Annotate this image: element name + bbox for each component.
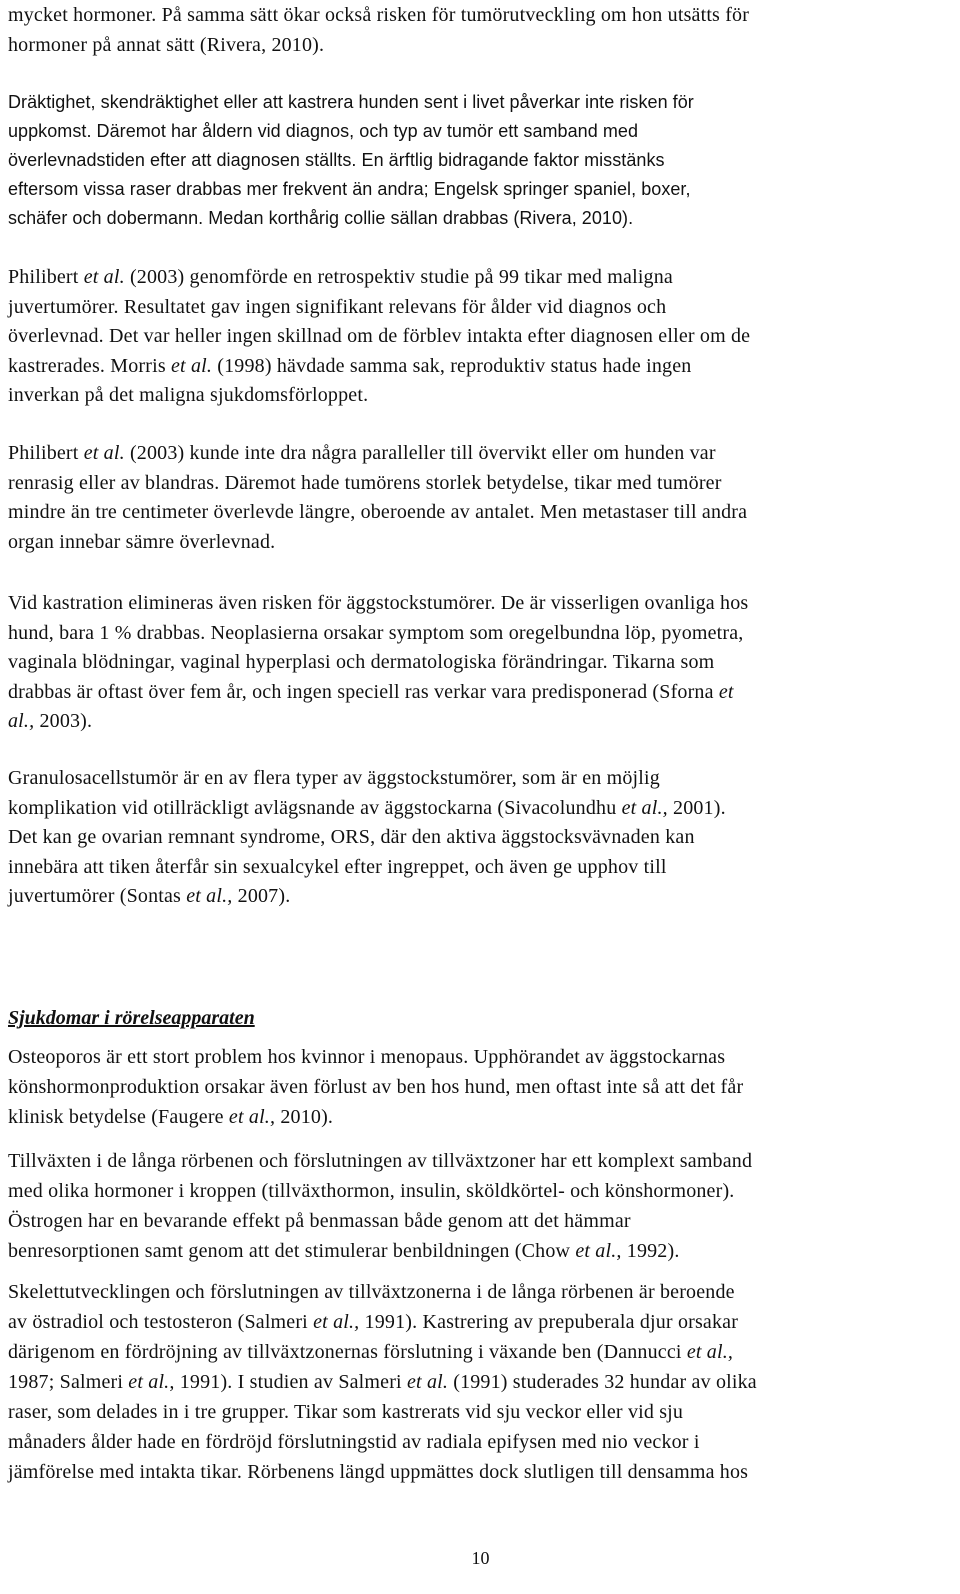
text-segment: (1991) studerades 32 hundar av olika [448, 1371, 757, 1393]
text-segment: drabbas är oftast över fem år, och ingen speciell ras verkar vara predisponerad (Sforna [8, 680, 719, 703]
text-line [8, 321, 750, 351]
text-segment: komplikation vid otillräckligt avlägsnande av äggstockarna (Sivacolundhu [8, 796, 622, 819]
text-segment: (1998) hävdade samma sak, reproduktiv status hade ingen [212, 354, 692, 377]
text-line [8, 1307, 738, 1337]
text-line [8, 174, 691, 204]
text-line [8, 380, 368, 410]
text-segment: 1987; Salmeri [8, 1371, 129, 1393]
italic-text: et al., [686, 1341, 734, 1363]
italic-text: et al. [171, 354, 213, 377]
text-line [8, 881, 290, 911]
text-line [8, 822, 695, 852]
italic-text: et al. [83, 266, 125, 288]
text-segment: juvertumörer. Resultatet gav ingen signifikant relevans för ålder vid diagnos och [8, 295, 667, 318]
italic-text: et al., [228, 1106, 276, 1128]
text-line [8, 87, 694, 117]
text-line [8, 763, 660, 793]
text-segment: renrasig eller av blandras. Däremot hade tumörens storlek betydelse, tikar med tumörer [8, 471, 722, 494]
italic-text: et al., [313, 1311, 360, 1333]
text-segment: juvertumörer (Sontas [8, 885, 187, 907]
text-segment: överlevnadstiden efter att diagnosen ställts. En ärftlig bidragande faktor misstänks [8, 150, 665, 170]
text-segment: 2001). [667, 796, 726, 819]
text-segment: könshormonproduktion orsakar även förlust av ben hos hund, men oftast inte så att det får [8, 1076, 744, 1098]
text-segment: av östradiol och testosteron (Salmeri [8, 1311, 314, 1333]
text-line [8, 0, 749, 30]
italic-text: al., [8, 710, 35, 732]
text-line [8, 497, 747, 527]
text-segment: jämförelse med intakta tikar. Rörbenens längd uppmättes dock slutligen till densamma hos [8, 1461, 749, 1483]
text-line [8, 1427, 700, 1457]
text-segment: därigenom en fördröjning av tillväxtzonernas förslutning i växande ben (Dannucci [8, 1341, 687, 1363]
text-line [8, 618, 743, 648]
italic-text: et [718, 680, 734, 703]
italic-text: et al., [186, 885, 233, 907]
text-line [8, 1367, 757, 1397]
text-line [8, 1042, 725, 1072]
text-segment: Philibert [8, 266, 84, 288]
text-segment: Tillväxten i de långa rörbenen och förslutningen av tillväxtzoner har ett komplext samband [8, 1150, 753, 1172]
page-number: 10 [471, 1548, 490, 1568]
italic-text: et al., [621, 796, 668, 819]
text-line [8, 438, 716, 468]
text-line [8, 351, 691, 381]
italic-text: et al., [128, 1371, 175, 1393]
text-line [8, 1146, 752, 1176]
text-segment: 2003). [34, 710, 93, 732]
text-segment: inverkan på det maligna sjukdomsförloppet. [8, 384, 369, 406]
text-line [8, 1397, 683, 1427]
text-segment: 1991). I studien av Salmeri [174, 1371, 407, 1393]
text-line [8, 1072, 743, 1102]
text-segment: 2010). [275, 1106, 334, 1128]
text-segment: mindre än tre centimeter överlevde längre, oberoende av antalet. Men metastaser till andra [8, 501, 748, 523]
text-segment: månaders ålder hade en fördröjd förslutningstid av radiala epifysen med nio veckor i [8, 1431, 700, 1453]
section-heading: Sjukdomar i rörelseapparaten [8, 1007, 255, 1029]
text-segment: benresorptionen samt genom att det stimulerar benbildningen (Chow [8, 1240, 576, 1262]
text-segment: överlevnad. Det var heller ingen skillnad om de förblev intakta efter diagnosen eller om de [8, 325, 751, 347]
text-segment: Östrogen har en bevarande effekt på benmassan både genom att det hämmar [8, 1210, 631, 1232]
text-segment: hormoner på annat sätt (Rivera, 2010). [8, 33, 325, 56]
text-segment: Vid kastration elimineras även risken för äggstockstumörer. De är visserligen ovanliga hos [8, 592, 749, 614]
text-segment: med olika hormoner i kroppen (tillväxthormon, insulin, sköldkörtel- och könshormoner). [8, 1180, 735, 1202]
text-line [8, 262, 673, 292]
text-segment: Osteoporos är ett stort problem hos kvinnor i menopaus. Upphörandet av äggstockarnas [8, 1046, 726, 1068]
text-segment: 2007). [232, 885, 291, 907]
text-segment: 1991). Kastrering av prepuberala djur orsakar [359, 1311, 739, 1333]
text-segment: Skelettutvecklingen och förslutningen av tillväxtzonerna i de långa rörbenen är beroende [8, 1281, 735, 1303]
text-line [8, 1337, 733, 1367]
text-line [8, 468, 722, 498]
text-segment: (2003) kunde inte dra några paralleller till övervikt eller om hunden var [124, 442, 716, 464]
text-segment: hund, bara 1 % drabbas. Neoplasierna orsakar symptom som oregelbundna löp, pyometra, [8, 621, 744, 644]
text-segment: Granulosacellstumör är en av flera typer av äggstockstumörer, som är en möjlig [8, 767, 660, 789]
text-segment: Dräktighet, skendräktighet eller att kastrera hunden sent i livet påverkar inte risken för [8, 92, 694, 112]
text-segment: vaginala blödningar, vaginal hyperplasi och dermatologiska förändringar. Tikarna som [8, 651, 715, 673]
italic-text: et al. [406, 1371, 449, 1393]
text-segment: (2003) genomförde en retrospektiv studie på 99 tikar med maligna [124, 266, 673, 288]
text-line [8, 1236, 680, 1266]
text-line [8, 706, 92, 736]
text-line [8, 677, 734, 707]
text-line [8, 292, 666, 322]
text-segment: eftersom vissa raser drabbas mer frekvent än andra; Engelsk springer spaniel, boxer, [8, 179, 691, 199]
text-line [8, 1206, 631, 1236]
text-segment: Det kan ge ovarian remnant syndrome, ORS, där den aktiva äggstocksvävnaden kan [8, 826, 695, 848]
italic-text: et al. [83, 442, 125, 464]
document-page [8, 0, 953, 1594]
text-line [8, 588, 748, 618]
text-line [8, 527, 275, 557]
text-line [8, 203, 633, 233]
text-segment: organ innebar sämre överlevnad. [8, 530, 276, 553]
italic-text: et al., [575, 1240, 622, 1262]
text-line [8, 793, 726, 823]
text-line [8, 1277, 735, 1307]
text-segment: mycket hormoner. På samma sätt ökar också risken för tumörutveckling om hon utsätts för [8, 4, 750, 26]
text-line [8, 1457, 748, 1487]
text-line [8, 30, 324, 60]
text-segment: kastrerades. Morris [8, 354, 171, 377]
text-line [8, 1102, 333, 1132]
text-line [8, 116, 638, 146]
text-segment: klinisk betydelse (Faugere [8, 1106, 229, 1128]
text-segment: raser, som delades in i tre grupper. Tikar som kastrerats vid sju veckor eller vid sju [8, 1401, 684, 1423]
text-line [8, 852, 667, 882]
text-segment: 1992). [621, 1240, 680, 1262]
text-segment: innebära att tiken återfår sin sexualcykel efter ingreppet, och även ge upphov till [8, 855, 667, 878]
text-line [8, 647, 714, 677]
text-segment: uppkomst. Däremot har åldern vid diagnos, och typ av tumör ett samband med [8, 121, 639, 141]
text-line [8, 1176, 734, 1206]
text-segment: Philibert [8, 442, 84, 464]
text-segment: schäfer och dobermann. Medan korthårig collie sällan drabbas (Rivera, 2010). [8, 208, 634, 228]
text-line [8, 145, 665, 175]
